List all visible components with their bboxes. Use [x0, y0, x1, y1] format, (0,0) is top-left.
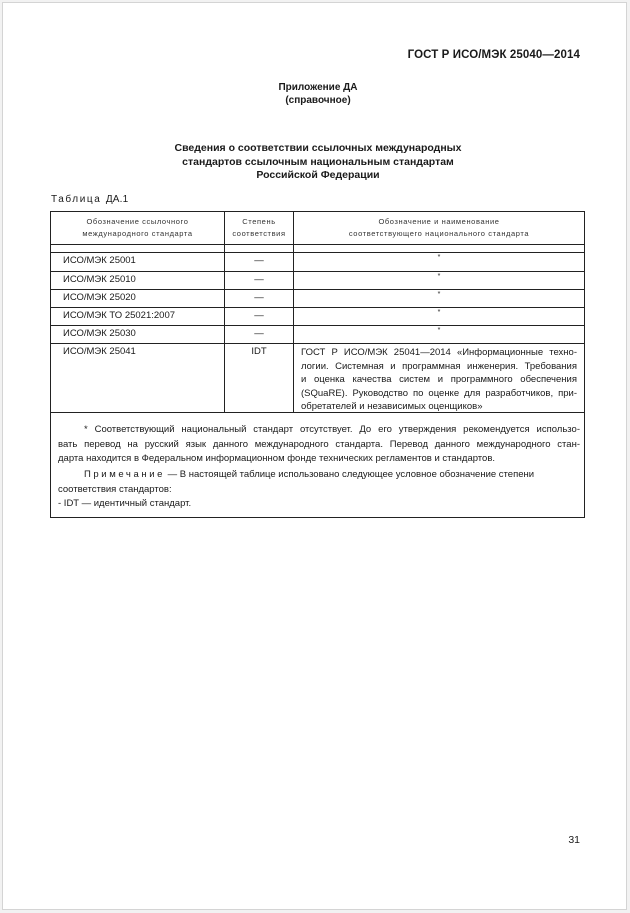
degree-cell: — [254, 255, 264, 266]
reference-table [50, 211, 585, 518]
row-separator [51, 307, 584, 308]
running-header: ГОСТ Р ИСО/МЭК 25040—2014 [407, 49, 580, 61]
degree-cell: — [254, 328, 264, 339]
degree-cell: IDT [251, 346, 267, 357]
national-cell: * [437, 254, 441, 261]
description-line: и оценка качества систем и программного обеспечения [301, 374, 577, 386]
row-separator [51, 289, 584, 290]
national-cell: * [437, 273, 441, 280]
column-header-national [294, 216, 584, 240]
description-line: логии. Системная и программная инженерия. Требования [301, 360, 577, 372]
footnote [58, 423, 580, 467]
table-caption-number: ДА.1 [105, 194, 129, 205]
table-row: ИСО/МЭК 25010 [63, 274, 136, 285]
table-note [58, 468, 580, 512]
table-row: ИСО/МЭК ТО 25021:2007 [63, 310, 176, 321]
table-caption-word: Таблица [51, 194, 102, 205]
row-separator [51, 271, 584, 272]
header-line: соответствующего национального стандарта [348, 229, 530, 238]
national-cell: * [437, 291, 441, 298]
table-caption [51, 194, 128, 205]
footnote-line: вать перевод на русский язык данного международного стандарта. Перевод данного международного стан- [58, 438, 580, 450]
row-separator [51, 252, 584, 253]
note-line [58, 468, 580, 483]
header-line: Степень [242, 217, 276, 226]
header-separator [51, 244, 584, 245]
header-line: Обозначение и наименование [378, 217, 500, 226]
description-line: ГОСТ Р ИСО/МЭК 25041—2014 «Информационные техно- [301, 347, 577, 358]
header-line: Обозначение ссылочного [86, 217, 189, 226]
section-title-line: Сведения о соответствии ссылочных международных [174, 142, 462, 154]
annex-title: Приложение ДА [278, 82, 358, 93]
section-title-line: стандартов ссылочным национальным стандартам [182, 155, 454, 168]
degree-cell: — [254, 274, 264, 285]
degree-cell: — [254, 292, 264, 303]
degree-cell: — [254, 310, 264, 321]
national-cell: * [437, 309, 441, 316]
note-text: — В настоящей таблице использовано следующее условное обозначение степени [165, 469, 535, 480]
row-separator [51, 343, 584, 344]
note-line: - IDT — идентичный стандарт. [58, 498, 192, 509]
national-standard-description [301, 346, 577, 414]
table-row: ИСО/МЭК 25030 [63, 328, 136, 339]
footnote-line: дарта находится в Федеральном информационном фонде технических регламентов и стандартов. [58, 453, 496, 464]
description-line: обретателей и независимых оценщиков» [301, 401, 483, 413]
national-cell: * [437, 327, 441, 334]
table-row: ИСО/МЭК 25020 [63, 292, 136, 303]
footnote-line: * Соответствующий национальный стандарт отсутствует. До его утверждения рекомендуется использо- [84, 424, 580, 435]
note-label: Примечание [84, 469, 165, 480]
header-line: международного стандарта [82, 229, 193, 238]
table-row: ИСО/МЭК 25041 [63, 346, 136, 357]
annex-subtitle: (справочное) [285, 95, 351, 106]
description-line: (SQuaRE). Руководство по оценке для разработчиков, при- [301, 387, 577, 399]
section-title-line: Российской Федерации [256, 169, 380, 181]
header-line: соответствия [232, 229, 286, 238]
section-title [3, 142, 630, 183]
page-number: 31 [568, 834, 580, 846]
column-header-international [51, 216, 224, 240]
note-line: соответствия стандартов: [58, 483, 172, 495]
table-row: ИСО/МЭК 25001 [63, 255, 136, 266]
column-header-degree [225, 216, 293, 240]
row-separator [51, 325, 584, 326]
document-page [2, 2, 627, 910]
